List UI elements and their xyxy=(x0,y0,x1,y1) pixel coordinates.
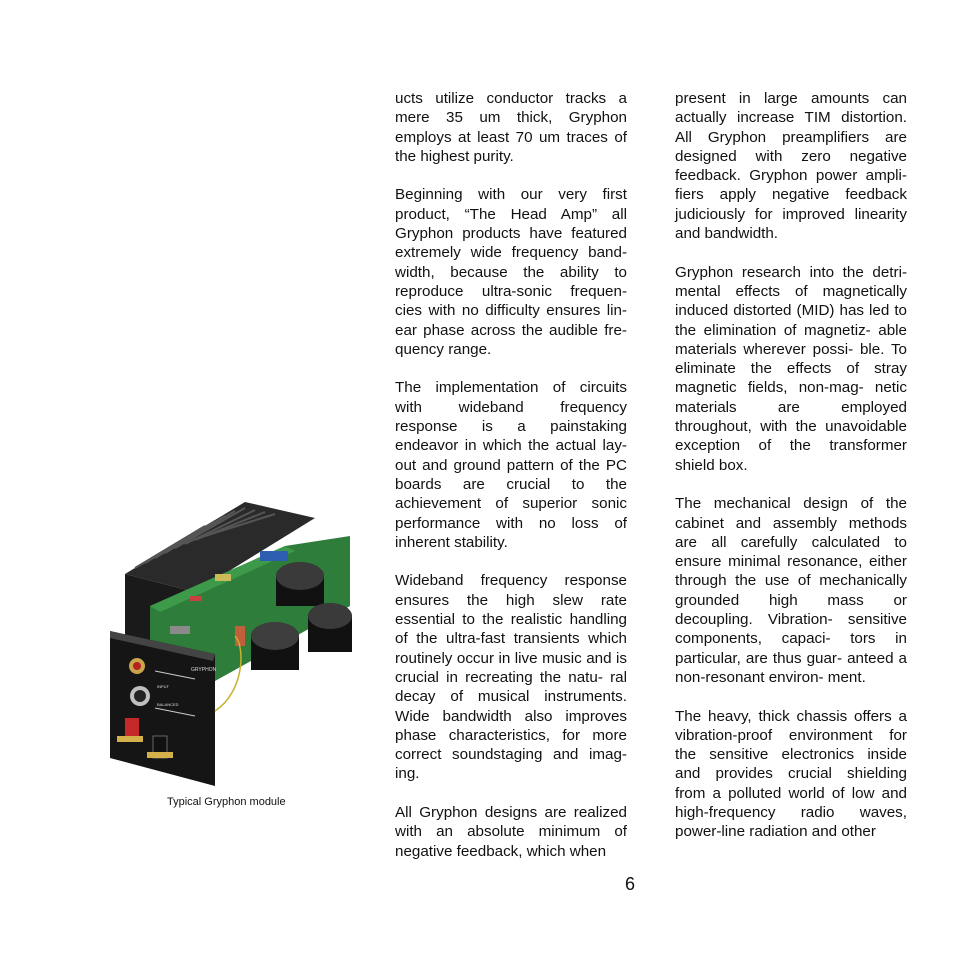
text-column-right xyxy=(675,89,907,861)
figure-caption: Typical Gryphon module xyxy=(167,796,286,808)
svg-text:INPUT: INPUT xyxy=(157,684,169,689)
paragraph: ucts utilize conductor tracks a mere 35 um thick, Gryphon employs at least 70 um traces of the highest purity. xyxy=(395,90,627,165)
paragraph: Beginning with our very first product, “The Head Amp” all Gryphon products have featured extremely wide frequency band- width, because the ability to reproduce ultra-sonic frequen- cies with no difficulty ensures lin- ear phase across the audible fre- quency range. xyxy=(395,186,627,358)
paragraph: Gryphon research into the detri- mental effects of magnetically induced distorted (MID) has led to the elimination of magnetiz- able materials wherever possi- ble. To eliminate the effects of stray magnetic fields, non-mag- netic materials are employed throughout, with the unavoidable exception of the transformer shield box. xyxy=(675,263,907,474)
paragraph: The implementation of circuits with wideband frequency response is a painstaking endeavor in which the actual lay- out and ground pattern of the PC boards are crucial to the achievement of superior sonic performance with no loss of inherent stability. xyxy=(395,379,627,551)
paragraph: Wideband frequency response ensures the high slew rate essential to the realistic handling of the ultra-fast transients which routinely occur in live music and is crucial in recreating the natu- ral decay of musical instruments. Wide bandwidth also improves phase characteristics, for more correct soundstaging and imag- ing. xyxy=(395,572,627,783)
paragraph: present in large amounts can actually increase TIM distortion. All Gryphon preamplifiers are designed with zero negative feedback. Gryphon power ampli- fiers apply negative feedback judiciously for improved linearity and bandwidth. xyxy=(675,90,907,243)
text-column-left xyxy=(395,89,627,880)
paragraph: All Gryphon designs are realized with an absolute minimum of negative feedback, which when xyxy=(395,803,627,860)
front-panel xyxy=(110,631,217,786)
svg-text:GRYPHON: GRYPHON xyxy=(191,667,217,673)
gryphon-module-photo xyxy=(95,496,355,786)
svg-text:BALANCED: BALANCED xyxy=(157,702,179,707)
paragraph: The mechanical design of the cabinet and assembly methods are all carefully calculated to ensure minimal resonance, either through the use of mechanically grounded high mass or decoupling. Vibration- sensitive components, capaci- tors in particular, are thus guar- anteed a non-resonant environ- ment. xyxy=(675,495,907,686)
page-number: 6 xyxy=(625,874,636,894)
paragraph: The heavy, thick chassis offers a vibration-proof environment for the sensitive electronics inside and provides crucial shielding from a polluted world of low and high-frequency radio waves, power-line radiation and other xyxy=(675,707,907,841)
